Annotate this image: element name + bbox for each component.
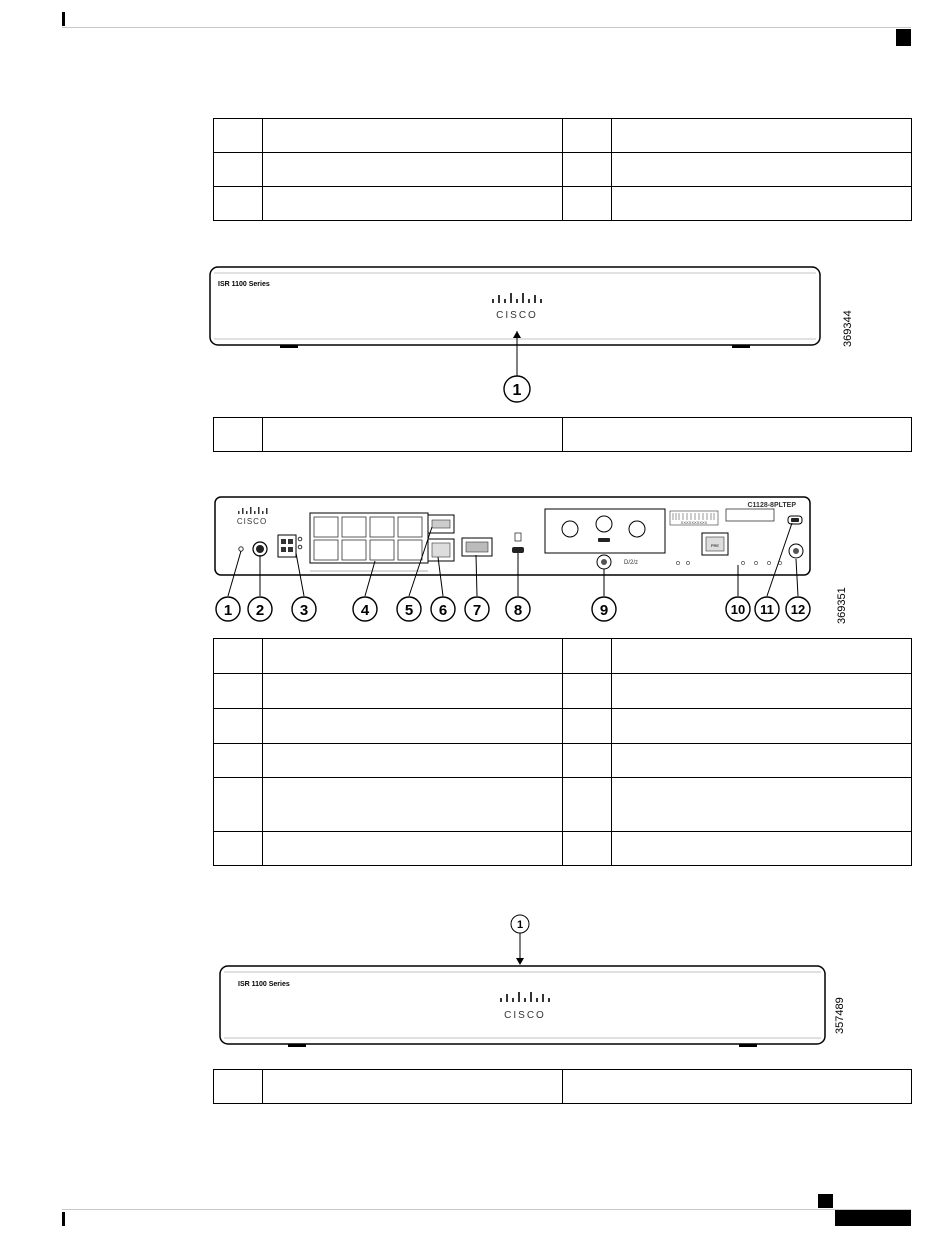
table-cell (563, 187, 612, 221)
table-cell (214, 709, 263, 744)
svg-text:10: 10 (730, 602, 746, 617)
figure-2-rear-view (200, 487, 860, 635)
svg-text:12: 12 (790, 602, 806, 617)
svg-text:9: 9 (599, 602, 609, 619)
brand-wordmark: CISCO (236, 517, 268, 526)
device-model-label: ISR 1100 Series (218, 281, 270, 288)
callout-3 (292, 597, 316, 621)
svg-text:7: 7 (472, 602, 482, 619)
brand-wordmark: CISCO (496, 310, 538, 321)
callout-1 (511, 915, 529, 933)
figure-id: 369344 (842, 310, 854, 347)
table-row (214, 639, 912, 674)
table-cell (612, 778, 912, 832)
callout-10 (726, 597, 750, 621)
table-cell (263, 709, 563, 744)
callout-7 (465, 597, 489, 621)
table-row (214, 709, 912, 744)
table-cell (263, 1070, 563, 1104)
callout-11 (755, 597, 779, 621)
table-cell (563, 1070, 912, 1104)
footer-page-marker-small (818, 1194, 833, 1208)
table-row (214, 119, 912, 153)
callout-6 (431, 597, 455, 621)
table-row (214, 187, 912, 221)
header-rule (62, 27, 911, 28)
callout-1 (504, 376, 530, 402)
header-page-marker (896, 29, 911, 46)
table-cell (563, 744, 612, 778)
table-row (214, 1070, 912, 1104)
table-cell (263, 119, 563, 153)
table-cell (214, 119, 263, 153)
table-1 (213, 118, 912, 221)
table-cell (612, 119, 912, 153)
figure-3-front-view (205, 908, 865, 1058)
table-cell (612, 674, 912, 709)
svg-text:8: 8 (513, 602, 523, 619)
model-label: C1128-8PLTEP (747, 502, 796, 509)
table-cell (563, 639, 612, 674)
sim-slot (726, 509, 774, 521)
table-cell (214, 674, 263, 709)
table-row (214, 778, 912, 832)
table-cell (214, 153, 263, 187)
brand-wordmark: CISCO (504, 1010, 546, 1021)
footer-rule (62, 1209, 911, 1210)
device-foot (280, 345, 298, 348)
svg-text:4: 4 (360, 602, 370, 619)
table-cell (214, 778, 263, 832)
table-cell (612, 744, 912, 778)
header-tick-mark (62, 12, 65, 26)
table-cell (563, 418, 912, 452)
table-cell (263, 674, 563, 709)
callout-group (216, 597, 810, 621)
table-cell (563, 832, 612, 866)
figure-1-front-view (200, 255, 860, 415)
table-row (214, 153, 912, 187)
svg-text:PRE: PRE (710, 543, 720, 548)
table-cell (214, 418, 263, 452)
table-row (214, 418, 912, 452)
table-cell (214, 744, 263, 778)
device-model-label: ISR 1100 Series (238, 981, 290, 988)
table-cell (612, 832, 912, 866)
footer-tick-mark (62, 1212, 65, 1226)
table-cell (563, 674, 612, 709)
svg-text:1: 1 (223, 602, 233, 619)
footer-page-tab (835, 1210, 911, 1226)
table-cell (263, 744, 563, 778)
svg-text:1: 1 (512, 382, 522, 399)
table-cell (214, 187, 263, 221)
svg-text:11: 11 (760, 602, 774, 617)
table-cell (563, 119, 612, 153)
table-cell (563, 153, 612, 187)
device-foot (288, 1044, 306, 1047)
table-cell (563, 709, 612, 744)
table-4 (213, 1069, 912, 1104)
callout-12 (786, 597, 810, 621)
svg-text:3: 3 (299, 602, 309, 619)
callout-4 (353, 597, 377, 621)
figure-id: 357489 (834, 997, 846, 1034)
table-cell (612, 709, 912, 744)
svg-text:1: 1 (516, 919, 524, 931)
device-foot (732, 345, 750, 348)
callout-9 (592, 597, 616, 621)
figure-id: 369351 (836, 587, 848, 624)
svg-text:6: 6 (438, 602, 448, 619)
table-cell (263, 778, 563, 832)
table-cell (263, 153, 563, 187)
table-cell (214, 1070, 263, 1104)
micro-usb-port (512, 547, 524, 553)
svg-text:2: 2 (255, 602, 265, 619)
table-3 (213, 638, 912, 866)
table-cell (263, 832, 563, 866)
table-row (214, 832, 912, 866)
table-cell (263, 187, 563, 221)
table-2 (213, 417, 912, 452)
table-cell (263, 418, 563, 452)
table-cell (612, 187, 912, 221)
callout-2 (248, 597, 272, 621)
table-cell (214, 832, 263, 866)
table-cell (612, 639, 912, 674)
table-cell (263, 639, 563, 674)
svg-text:D/2/z: D/2/z (624, 560, 639, 566)
callout-8 (506, 597, 530, 621)
table-row (214, 744, 912, 778)
power-connector (278, 535, 296, 557)
device-foot (739, 1044, 757, 1047)
table-row (214, 674, 912, 709)
svg-text:5: 5 (404, 602, 414, 619)
table-cell (612, 153, 912, 187)
callout-1 (216, 597, 240, 621)
serial-label: XXXXXXXXXX (680, 520, 708, 525)
table-cell (563, 778, 612, 832)
device-chassis (220, 966, 825, 1044)
callout-5 (397, 597, 421, 621)
table-cell (214, 639, 263, 674)
device-chassis (210, 267, 820, 345)
